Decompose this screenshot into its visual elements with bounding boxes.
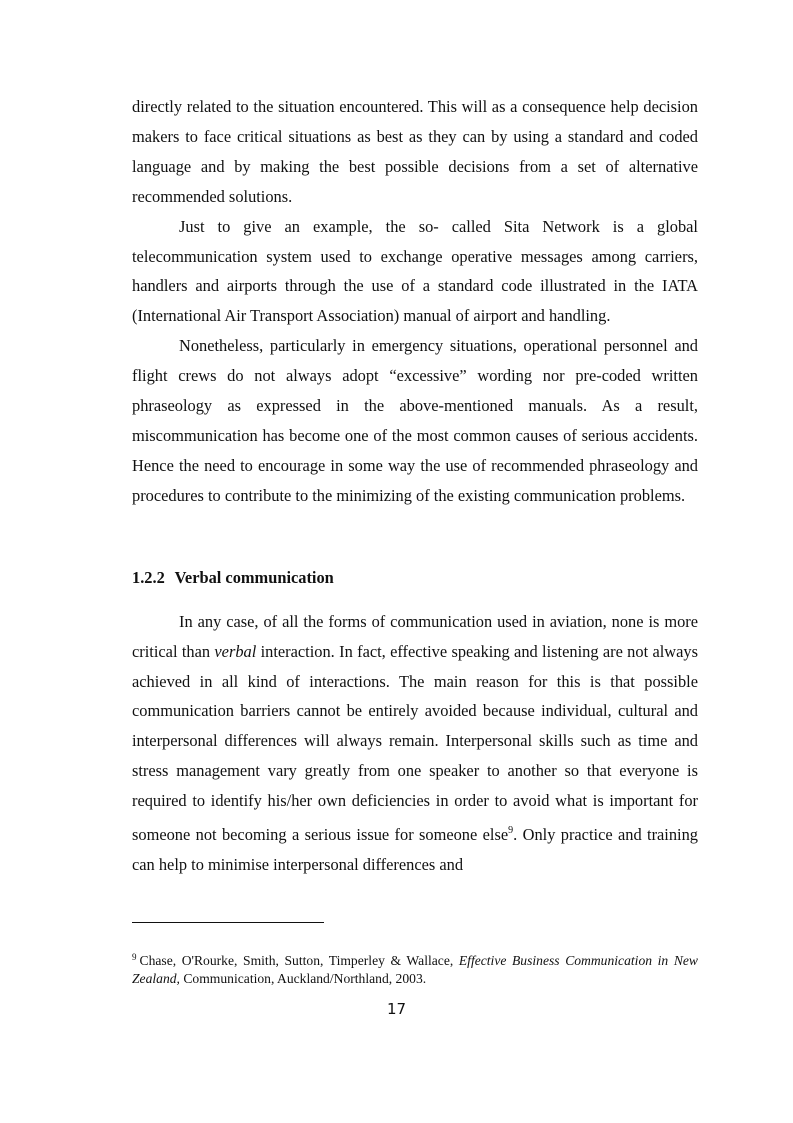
footnote-reference[interactable]: 9 [508, 825, 514, 837]
verbal-text-after: interaction. In fact, effective speaking and listening are not always achieved in all kind of interactions. The main reason for this is that possible communication barriers cannot be entirely avoided because individual, cultural and interpersonal differences will always remain. Interpersonal skills such as time and stress management vary greatly from one speaker to another so that everyone is required to identify his/her own deficiencies in order to avoid what is important for someone not becoming a serious issue for someone else [132, 641, 698, 845]
footnote-divider [132, 922, 324, 923]
footnote-rest: Communication, Auckland/Northland, 2003. [179, 971, 427, 986]
verbal-text-before: In any case, of all the forms of communication used in aviation, none is more critical than [132, 611, 698, 661]
verbal-text-end: . Only practice and training can help to minimise interpersonal differences and [132, 825, 698, 874]
page-number: 17 [386, 1000, 407, 1018]
paragraph-verbal [132, 607, 698, 880]
section-heading [132, 567, 698, 589]
paragraph-nonetheless: Nonetheless, particularly in emergency situations, operational personnel and flight crews do not always adopt “excessive” wording nor pre-coded written phraseology as expressed in the above-mentioned manuals. As a result, miscommunication has become one of the most common causes of serious accidents. Hence the need to encourage in some way the use of recommended phraseology and procedures to contribute to the minimizing of the existing communication problems. [132, 336, 698, 505]
page-body [132, 92, 698, 880]
footnote-authors: Chase, O'Rourke, Smith, Sutton, Timperley & Wallace, [139, 953, 459, 968]
paragraph-1: directly related to the situation encountered. This will as a consequence help decision makers to face critical situations as best as they can by using a standard and coded language and by making the best possible decisions from a set of alternative recommended solutions. [132, 97, 698, 206]
footnote-title: Effective Business Communication in New Zealand, [132, 953, 698, 986]
paragraph-sita-example: Just to give an example, the so- called Sita Network is a global telecommunication system used to exchange operative messages among carriers, handlers and airports through the use of a standard code illustrated in the IATA (International Air Transport Association) manual of airport and handling. [132, 216, 698, 326]
footnote [132, 948, 698, 988]
verbal-italic: verbal [214, 641, 257, 661]
section-number: 1.2.2 [132, 567, 165, 587]
footnote-marker: 9 [132, 952, 137, 962]
section-title: Verbal communication [174, 567, 334, 587]
